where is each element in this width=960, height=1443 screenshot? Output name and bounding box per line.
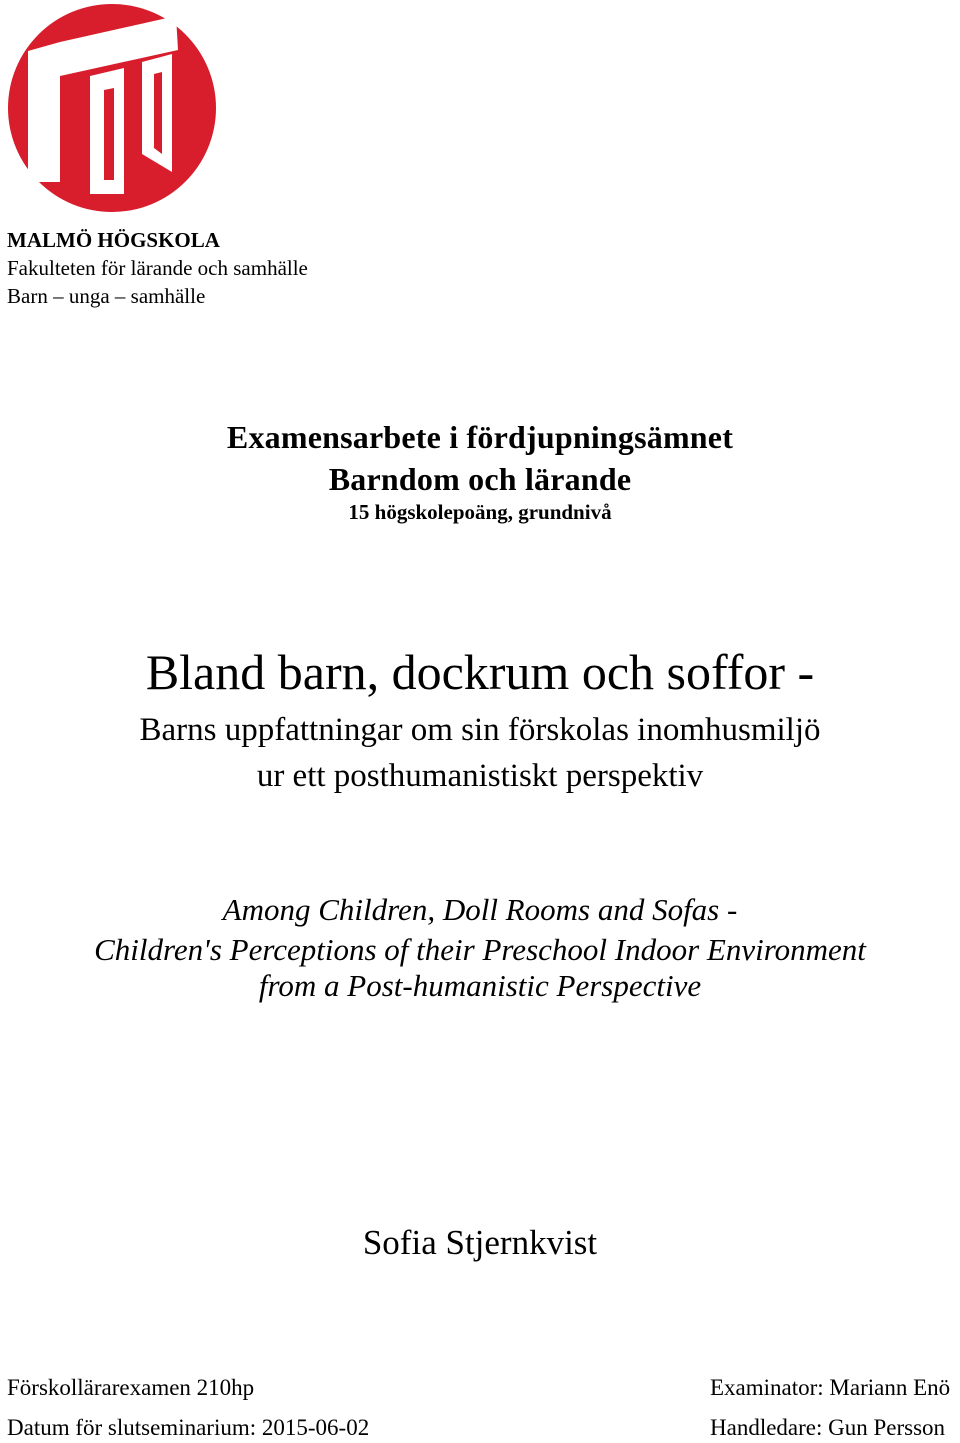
seminar-date: Datum för slutseminarium: 2015-06-02 <box>7 1415 370 1440</box>
author-name: Sofia Stjernkvist <box>362 1223 598 1262</box>
degree-label: Förskollärarexamen 210hp <box>7 1375 255 1400</box>
thesis-type-line1: Examensarbete i fördjupningsämnet <box>226 419 734 455</box>
english-title-line1: Among Children, Doll Rooms and Sofas - <box>222 892 738 927</box>
examiner-label: Examinator: Mariann Enö <box>710 1375 951 1400</box>
thesis-type-line2: Barndom och lärande <box>328 461 632 497</box>
institution-block <box>7 226 308 310</box>
english-title-line2: Children's Perceptions of their Preschool Indoor Environment <box>94 932 866 967</box>
swedish-title: Bland barn, dockrum och soffor - <box>145 644 815 700</box>
swedish-subtitle-line2: ur ett posthumanistiskt perspektiv <box>256 758 704 794</box>
institution-name: MALMÖ HÖGSKOLA <box>7 228 220 252</box>
footer-right <box>710 1373 950 1443</box>
thesis-type <box>0 416 960 500</box>
faculty-name: Fakulteten för lärande och samhälle <box>7 256 308 280</box>
swedish-subtitle-line1: Barns uppfattningar om sin förskolas inomhusmiljö <box>139 712 821 748</box>
department-name: Barn – unga – samhälle <box>7 284 206 308</box>
english-title-line3: from a Post-humanistic Perspective <box>258 968 702 1003</box>
swedish-subtitle <box>0 707 960 799</box>
footer-left <box>7 1373 369 1443</box>
thesis-credits: 15 högskolepoäng, grundnivå <box>348 500 612 524</box>
supervisor-label: Handledare: Gun Persson <box>710 1415 946 1440</box>
malmo-hogskola-logo <box>6 4 218 212</box>
english-title <box>0 890 960 1006</box>
